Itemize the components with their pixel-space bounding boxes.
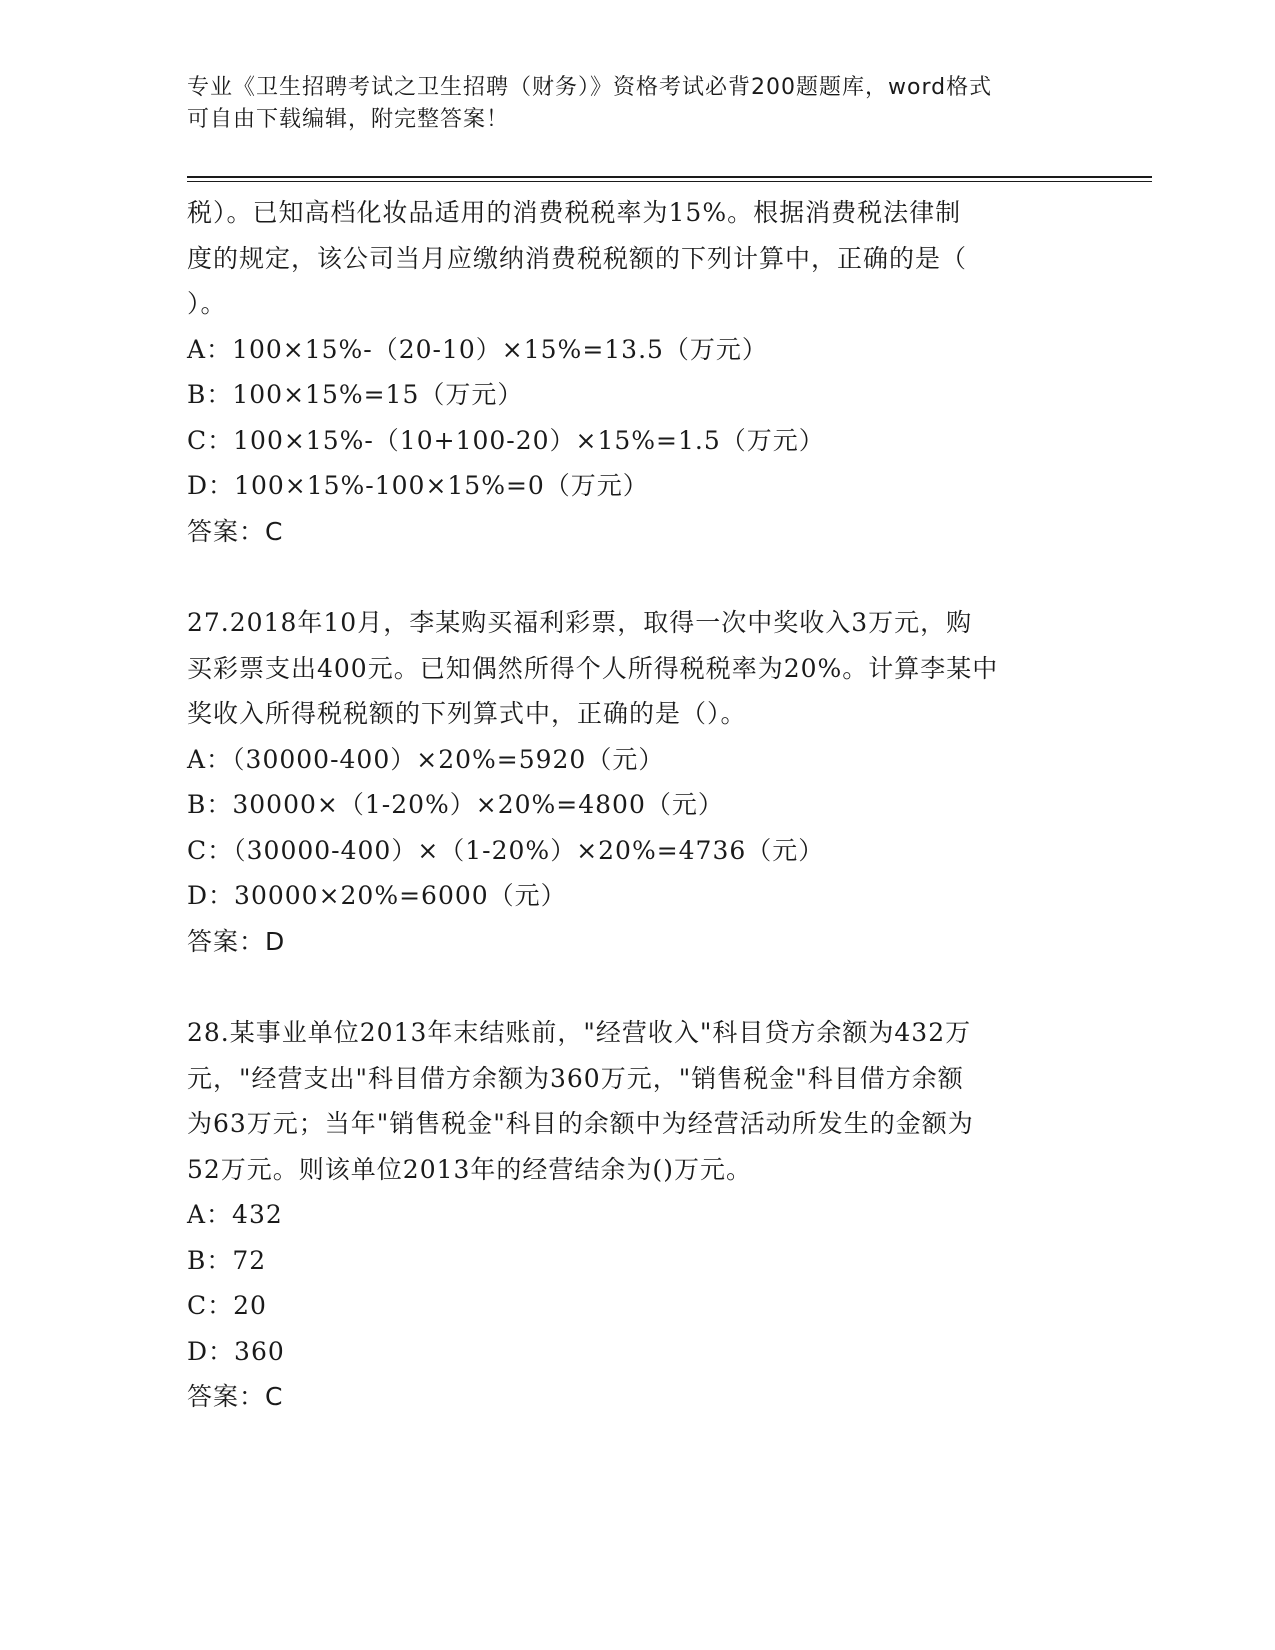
- question-text-line: 为63万元；当年"销售税金"科目的余额中为经营活动所发生的金额为: [187, 1109, 974, 1138]
- question-text-line: 52万元。则该单位2013年的经营结余为()万元。: [187, 1154, 752, 1184]
- question-spacer: [187, 554, 1087, 600]
- question-28: [187, 1010, 1087, 1420]
- question-text-line: 买彩票支出400元。已知偶然所得个人所得税税率为20%。计算李某中: [187, 653, 999, 683]
- header-title-line-2: 可自由下载编辑，附完整答案！: [187, 107, 510, 132]
- question-text-line: 度的规定，该公司当月应缴纳消费税税额的下列计算中，正确的是（: [187, 243, 968, 273]
- question-text-line: 元，"经营支出"科目借方余额为360万元，"销售税金"科目借方余额: [187, 1063, 964, 1093]
- document-body: [187, 190, 1087, 1420]
- question-27: [187, 600, 1087, 964]
- option-a: A：432: [187, 1200, 283, 1229]
- option-d: D：30000×20%=6000（元）: [187, 881, 567, 910]
- question-text-line: 奖收入所得税税额的下列算式中，正确的是（）。: [187, 699, 747, 728]
- answer-label: 答案：D: [187, 926, 286, 956]
- answer-label: 答案：C: [187, 516, 284, 546]
- header-divider-thin: [187, 181, 1152, 182]
- option-a: A：（30000-400）×20%=5920（元）: [187, 744, 665, 774]
- question-text-line: 28.某事业单位2013年末结账前，"经营收入"科目贷方余额为432万: [187, 1018, 972, 1047]
- option-d: D：100×15%-100×15%=0（万元）: [187, 471, 649, 500]
- question-spacer: [187, 964, 1087, 1010]
- header-divider-thick: [187, 176, 1152, 178]
- document-header: [187, 72, 1087, 136]
- option-b: B：30000×（1-20%）×20%=4800（元）: [187, 790, 724, 819]
- header-title-line-1: 专业《卫生招聘考试之卫生招聘（财务）》资格考试必背200题题库，word格式: [187, 75, 993, 100]
- question-text-line: 27.2018年10月，李某购买福利彩票，取得一次中奖收入3万元，购: [187, 608, 973, 637]
- option-b: B：72: [187, 1245, 267, 1275]
- question-26: [187, 190, 1087, 554]
- option-b: B：100×15%=15（万元）: [187, 380, 524, 409]
- option-c: C：100×15%-（10+100-20）×15%=1.5（万元）: [187, 425, 825, 455]
- option-d: D：360: [187, 1336, 285, 1366]
- question-text-line: ）。: [187, 289, 227, 318]
- option-a: A：100×15%-（20-10）×15%=13.5（万元）: [187, 334, 768, 364]
- answer-label: 答案：C: [187, 1382, 284, 1411]
- option-c: C：20: [187, 1291, 267, 1320]
- question-text-line: 税）。已知高档化妆品适用的消费税税率为15%。根据消费税法律制: [187, 198, 962, 227]
- option-c: C：（30000-400）×（1-20%）×20%=4736（元）: [187, 835, 825, 865]
